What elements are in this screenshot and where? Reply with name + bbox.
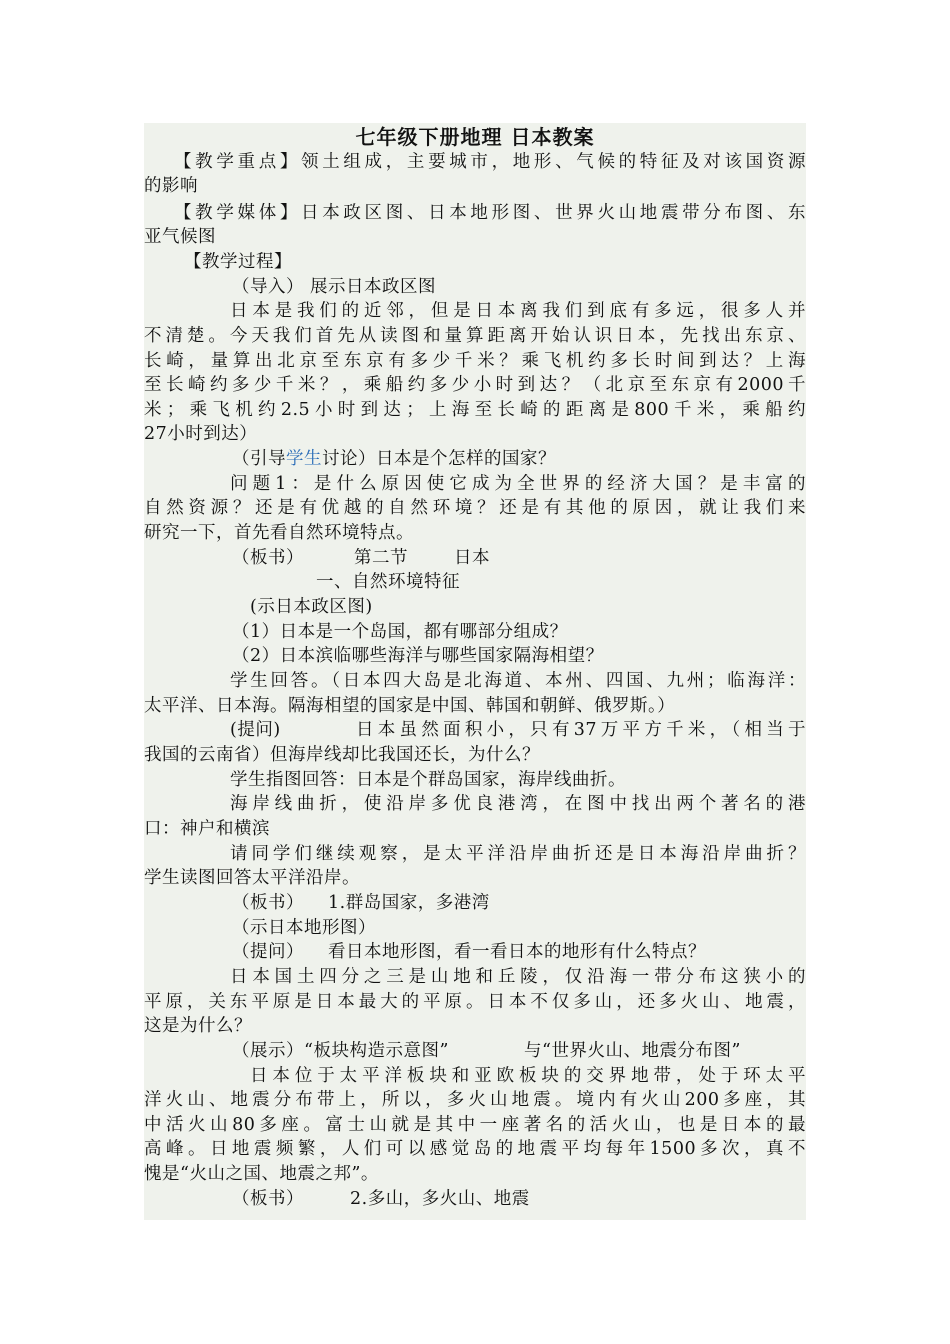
text-line: （示日本地形图） (232, 918, 376, 938)
text-line: 平原，关东平原是日本最大的平原。日本不仅多山，还多火山、地震， (144, 992, 806, 1012)
text-line: (示日本政区图) (250, 597, 373, 617)
text-line: 与“世界火山、地震分布图” (524, 1041, 741, 1061)
text-line: 不清楚。今天我们首先从读图和量算距离开始认识日本，先找出东京、 (144, 326, 806, 346)
text-line: 高峰。日地震频繁，人们可以感觉岛的地震平均每年1500多次，真不 (144, 1139, 806, 1159)
text-line: 我国的云南省）但海岸线却比我国还长，为什么？ (144, 745, 540, 765)
text-line: （导入） 展示日本政区图 (232, 277, 437, 297)
text-line: 愧是“火山之国、地震之邦”。 (144, 1164, 379, 1184)
text-line: （2）日本滨临哪些海洋与哪些国家隔海相望？ (232, 646, 604, 666)
text-line: 学生指图回答：日本是个群岛国家，海岸线曲折。 (230, 770, 626, 790)
text-line: 问题1：是什么原因使它成为全世界的经济大国？是丰富的 (230, 474, 806, 494)
text-line: 长崎，量算出北京至东京有多少千米？乘飞机约多长时间到达？上海 (144, 351, 806, 371)
text-line: 学生读图回答太平洋沿岸。 (144, 868, 360, 888)
text-line: 看日本地形图，看一看日本的地形有什么特点？ (328, 942, 706, 962)
text-line: 学生回答。（日本四大岛是北海道、本州、四国、九州；临海洋： (230, 671, 806, 691)
text-line: (提问) (230, 720, 281, 740)
text-line: 日本位于太平洋板块和亚欧板块的交界地带，处于环太平 (250, 1066, 806, 1086)
link-text[interactable]: 学生 (286, 449, 322, 469)
text-line (232, 447, 806, 471)
document-page (144, 123, 806, 1220)
text-line: 海岸线曲折，使沿岸多优良港湾，在图中找出两个著名的港 (230, 794, 806, 814)
text-line: 【教学媒体】日本政区图、日本地形图、世界火山地震带分布图、东 (174, 203, 806, 223)
text-line: 自然资源？还是有优越的自然环境？还是有其他的原因，就让我们来 (144, 498, 806, 518)
text-segment: （引导 (232, 449, 286, 469)
document-title: 七年级下册地理 日本教案 (355, 125, 595, 149)
text-line: 中活火山80多座。富士山就是其中一座著名的活火山，也是日本的最 (144, 1115, 806, 1135)
text-line: （提问） (232, 942, 304, 962)
text-line: 日本国土四分之三是山地和丘陵，仅沿海一带分布这狭小的 (230, 967, 806, 987)
text-line: （展示）“板块构造示意图” (232, 1041, 449, 1061)
text-line: 日本是我们的近邻，但是日本离我们到底有多远，很多人并 (230, 301, 806, 321)
text-line: 日本 (454, 548, 490, 568)
text-line: 米；乘飞机约2.5小时到达；上海至长崎的距离是800千米，乘船约 (144, 400, 806, 420)
text-line: 请同学们继续观察，是太平洋沿岸曲折还是日本海沿岸曲折？ (230, 844, 806, 864)
text-line: 这是为什么？ (144, 1016, 252, 1036)
text-line: （板书） (232, 548, 304, 568)
text-line: 1.群岛国家，多港湾 (328, 893, 490, 913)
text-line: 第二节 (354, 548, 408, 568)
text-line: 的影响 (144, 176, 198, 196)
text-line: 研究一下，首先看自然环境特点。 (144, 523, 414, 543)
text-line: （板书） (232, 1189, 304, 1209)
text-line: 27小时到达） (144, 424, 258, 444)
text-line: 口：神户和横滨 (144, 819, 270, 839)
text-line: 至长崎约多少千米？，乘船约多少小时到达？（北京至东京有2000千 (144, 375, 806, 395)
text-segment: 讨论）日本是个怎样的国家？ (322, 449, 556, 469)
text-line: 洋火山、地震分布带上，所以，多火山地震。境内有火山200多座，其 (144, 1090, 806, 1110)
text-line: （1）日本是一个岛国，都有哪部分组成？ (232, 622, 568, 642)
text-line: 亚气候图 (144, 227, 216, 247)
text-line: 太平洋、日本海。隔海相望的国家是中国、韩国和朝鲜、俄罗斯。） (144, 696, 676, 716)
text-line: 【教学重点】领土组成，主要城市，地形、气候的特征及对该国资源 (174, 152, 806, 172)
text-line: 一、自然环境特征 (316, 572, 460, 592)
text-line: （板书） (232, 893, 304, 913)
text-line: 日本虽然面积小，只有37万平方千米，（相当于 (356, 720, 806, 740)
text-line: 2.多山，多火山、地震 (350, 1189, 530, 1209)
text-line: 【教学过程】 (184, 252, 292, 272)
